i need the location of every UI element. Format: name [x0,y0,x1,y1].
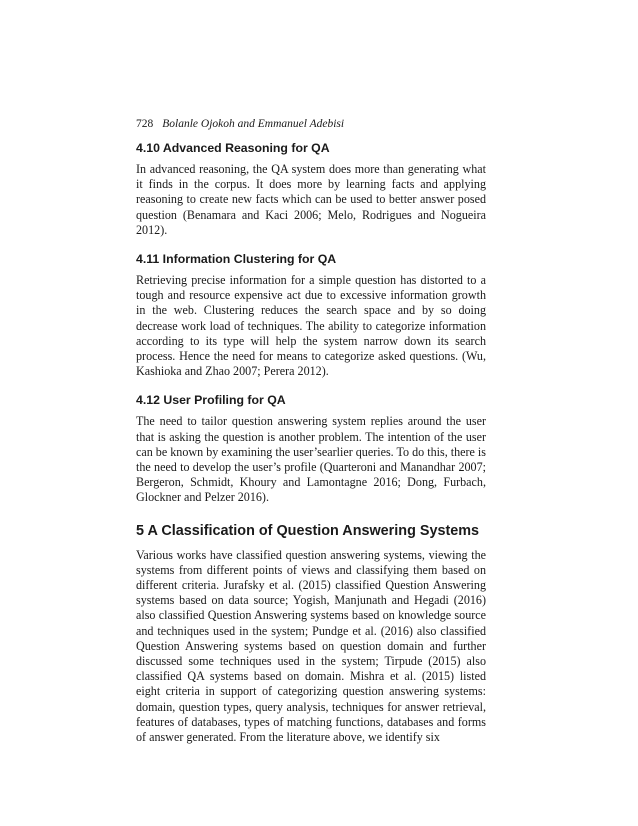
running-head [136,118,486,130]
spacer [136,506,486,523]
section-heading-4-11: 4.11 Information Clustering for QA [136,252,337,267]
section-heading-4-12: 4.12 User Profiling for QA [136,393,286,408]
section-body-4-11: Retrieving precise information for a simple question has distorted to a tough and resource expensive act due to excessive information growth in the web. Clustering reduces the search space and by so doing decrease work load of techniques. The ability to categorize information according to its type will help the system narrow down its search process. Hence the need for means to categorize asked questions. (Wu, Kashioka and Zhao 2007; Perera 2012). [136,273,486,379]
section-body-5: Various works have classified question answering systems, viewing the systems from different points of views and classifying them based on different criteria. Jurafsky et al. (2015) classified Question Answering systems based on data source; Yogish, Manjunath and Hegadi (2016) also classified Question Answering systems based on knowledge source and techniques used in the system; Pundge et al. (2016) also classified Question Answering systems based on question domain and further discussed some techniques used in the system; Tirpude (2015) also classified QA systems based on domain. Mishra et al. (2015) listed eight criteria in support of categorizing question answering systems: domain, question types, query analysis, techniques for answer retrieval, features of databases, types of matching functions, databases and forms of answer generated. From the literature above, we identify six [136,547,486,745]
spacer [136,379,486,393]
section-body-4-12: The need to tailor question answering system replies around the user that is asking the question is another problem. The intention of the user can be known by examining the user’searlier queries. To do this, there is the need to develop the user’s profile (Quarteroni and Manandhar 2007; Bergeron, Schmidt, Khoury and Lamontagne 2016; Dong, Furbach, Glockner and Pelzer 2016). [136,414,487,505]
running-head-authors: Bolanle Ojokoh and Emmanuel Adebisi [162,118,345,130]
page-number: 728 [136,118,154,130]
section-heading-5: 5 A Classification of Question Answering Systems [136,522,480,539]
page-content [136,118,486,745]
section-heading-4-10: 4.10 Advanced Reasoning for QA [136,141,330,155]
section-body-4-10: In advanced reasoning, the QA system does more than generating what it finds in the corpus. It does more by learning facts and applying reasoning to create new facts which can be used to better answer posed question (Benamara and Kaci 2006; Melo, Rodrigues and Nogueira 2012). [136,162,486,237]
spacer [136,238,486,252]
